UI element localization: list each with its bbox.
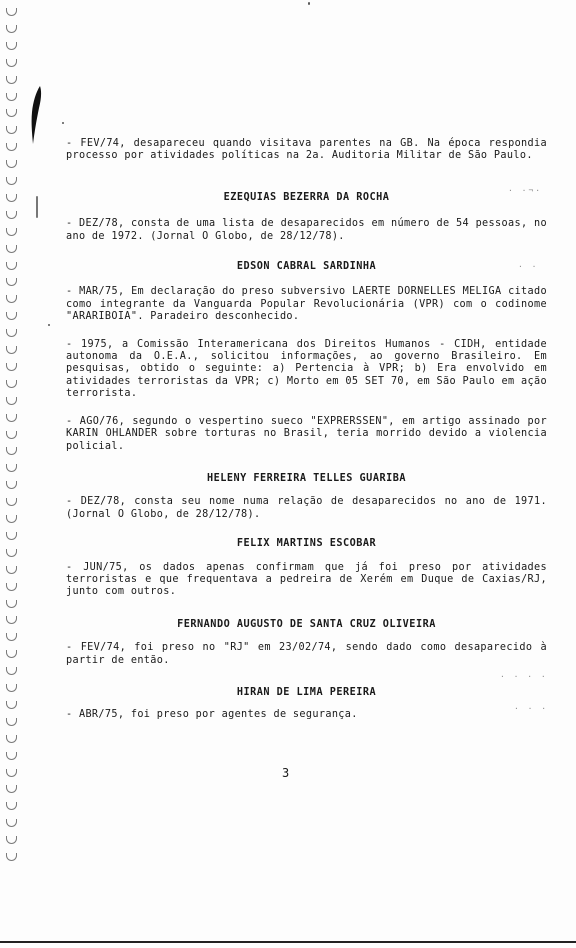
binding-hole <box>6 211 17 219</box>
binding-hole <box>6 42 17 50</box>
binding-hole <box>6 701 17 709</box>
binding-hole <box>6 769 17 777</box>
binding-hole <box>6 515 17 523</box>
person-heading: EZEQUIAS BEZERRA DA ROCHA <box>223 191 390 203</box>
ink-blot <box>30 84 44 146</box>
binding-holes <box>4 8 18 868</box>
stray-dot <box>62 122 64 124</box>
binding-hole <box>6 109 17 117</box>
binding-hole <box>6 143 17 151</box>
binding-hole <box>6 853 17 861</box>
page-number: 3 <box>282 766 290 780</box>
entry-text: - 1975, a Comissão Interamericana dos Direitos Humanos - CIDH, entidade autonoma da O.E.A., solicitou informações, ao governo Brasileiro. Em pesquisas, obtido o seguinte: a) Pertencia à VPR; b) Era envolvido em atividades terroristas da VPR; c) Morto em 05 SET 70, em São Paulo em ação terrorista. <box>66 338 547 400</box>
faint-marks: · ·¬· <box>508 186 543 195</box>
person-heading: HELENY FERREIRA TELLES GUARIBA <box>206 472 406 484</box>
binding-hole <box>6 616 17 624</box>
binding-hole <box>6 346 17 354</box>
stray-dot <box>48 324 50 326</box>
binding-hole <box>6 684 17 692</box>
binding-hole <box>6 752 17 760</box>
binding-hole <box>6 447 17 455</box>
binding-hole <box>6 160 17 168</box>
binding-hole <box>6 76 17 84</box>
entry-text: - MAR/75, Em declaração do preso subversivo LAERTE DORNELLES MELIGA citado como integrante da Vanguarda Popular Revolucionária (VPR) com o codinome "ARARIBOIA". Paradeiro desconhecido. <box>66 286 547 323</box>
binding-hole <box>6 735 17 743</box>
binding-hole <box>6 600 17 608</box>
binding-hole <box>6 549 17 557</box>
entry-text: - JUN/75, os dados apenas confirmam que já foi preso por atividades terroristas e que frequentava a pedreira de Xerém em Duque de Caxias/RJ, junto com outros. <box>66 561 547 598</box>
binding-hole <box>6 295 17 303</box>
binding-hole <box>6 836 17 844</box>
binding-hole <box>6 802 17 810</box>
binding-hole <box>6 650 17 658</box>
binding-hole <box>6 464 17 472</box>
binding-hole <box>6 126 17 134</box>
entry-text: - AGO/76, segundo o vespertino sueco "EXPRERSSEN", em artigo assinado por KARIN OHLANDER sobre torturas no Brasil, teria morrido devido a violencia policial. <box>66 415 547 452</box>
person-heading: EDSON CABRAL SARDINHA <box>236 261 377 273</box>
faint-marks: · · · <box>514 704 549 713</box>
binding-hole <box>6 278 17 286</box>
binding-hole <box>6 431 17 439</box>
binding-hole <box>6 8 17 16</box>
binding-hole <box>6 414 17 422</box>
binding-hole <box>6 25 17 33</box>
entry-text: - FEV/74, desapareceu quando visitava parentes na GB. Na época respondia processo por atividades políticas na 2a. Auditoria Militar de São Paulo. <box>66 138 547 162</box>
binding-hole <box>6 363 17 371</box>
binding-hole <box>6 93 17 101</box>
binding-hole <box>6 583 17 591</box>
binding-hole <box>6 194 17 202</box>
entry-text: - DEZ/78, consta de uma lista de desaparecidos em número de 54 pessoas, no ano de 1972. (Jornal O Globo, de 28/12/78). <box>66 218 547 242</box>
faint-marks: · · · · <box>500 672 548 681</box>
person-heading: FELIX MARTINS ESCOBAR <box>236 538 377 550</box>
binding-hole <box>6 566 17 574</box>
faint-marks: · · <box>518 262 539 271</box>
binding-hole <box>6 245 17 253</box>
entry-text: - ABR/75, foi preso por agentes de segurança. <box>66 709 358 721</box>
binding-hole <box>6 262 17 270</box>
binding-hole <box>6 397 17 405</box>
binding-hole <box>6 819 17 827</box>
binding-hole <box>6 59 17 67</box>
entry-text: - DEZ/78, consta seu nome numa relação de desaparecidos no ano de 1971. (Jornal O Globo, de 28/12/78). <box>66 496 547 520</box>
bottom-edge <box>0 941 576 943</box>
document-body <box>66 138 547 722</box>
binding-hole <box>6 532 17 540</box>
binding-hole <box>6 329 17 337</box>
entry-text: - FEV/74, foi preso no "RJ" em 23/02/74, sendo dado como desaparecido à partir de então. <box>66 642 547 666</box>
person-heading: FERNANDO AUGUSTO DE SANTA CRUZ OLIVEIRA <box>177 618 436 630</box>
binding-hole <box>6 498 17 506</box>
binding-hole <box>6 380 17 388</box>
binding-hole <box>6 633 17 641</box>
person-heading: HIRAN DE LIMA PEREIRA <box>236 686 377 698</box>
binding-hole <box>6 718 17 726</box>
stray-line <box>36 196 38 218</box>
binding-hole <box>6 177 17 185</box>
binding-hole <box>6 228 17 236</box>
binding-hole <box>6 481 17 489</box>
binding-hole <box>6 785 17 793</box>
binding-hole <box>6 312 17 320</box>
stray-dot <box>308 2 310 5</box>
binding-hole <box>6 667 17 675</box>
